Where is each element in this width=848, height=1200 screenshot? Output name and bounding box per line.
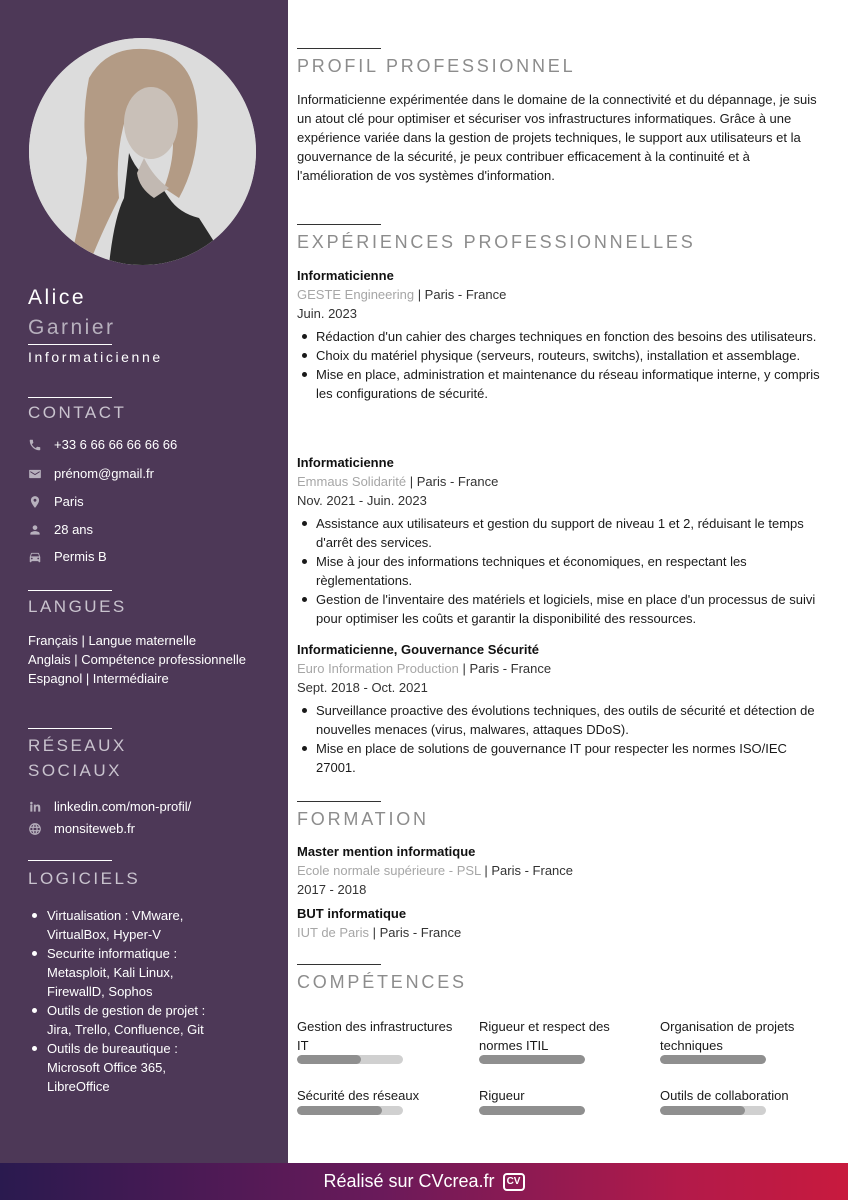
phone-text: +33 6 66 66 66 66 66 (54, 437, 178, 452)
divider (297, 224, 381, 225)
first-name: Alice (28, 286, 87, 309)
skill-bar-fill (660, 1055, 766, 1064)
contact-heading: CONTACT (28, 403, 127, 422)
skill-bar (660, 1055, 766, 1064)
contact-location (28, 494, 84, 509)
company-location: | Paris - France (406, 474, 499, 489)
bullet-item: Gestion de l'inventaire des matériels et logiciels, mise en place d'un processus de suivi pour optimiser les coûts et garantir la disponibilité des ressources. (297, 590, 822, 628)
company-name: Emmaus Solidarité (297, 474, 407, 489)
skill-bar-fill (479, 1106, 585, 1115)
experience-title: Informaticienne (297, 455, 394, 470)
globe-icon (28, 822, 42, 836)
location-icon (28, 495, 42, 509)
bullet-item: Rédaction d'un cahier des charges techniques en fonction des besoins des utilisateurs. (297, 327, 822, 346)
skill-label: Rigueur et respect des normes ITIL (479, 1019, 610, 1053)
website-link[interactable]: monsiteweb.fr (54, 821, 135, 836)
last-name: Garnier (28, 316, 116, 339)
experience-bullets (297, 327, 822, 403)
profile-heading: PROFIL PROFESSIONNEL (297, 56, 576, 76)
footer-banner[interactable] (0, 1163, 848, 1200)
skills-heading: COMPÉTENCES (297, 972, 467, 992)
education-school (297, 863, 573, 878)
divider (297, 964, 381, 965)
mail-icon (28, 467, 42, 481)
bullet-item: Mise en place, administration et maintenance du réseau informatique interne, y compris les configurations de sécurité. (297, 365, 822, 403)
person-icon (28, 523, 42, 537)
company-location: | Paris - France (414, 287, 507, 302)
skill-bar-fill (479, 1055, 585, 1064)
social-linkedin[interactable] (28, 799, 191, 814)
contact-email (28, 466, 154, 481)
skill-label: Organisation de projets techniques (660, 1019, 795, 1053)
school-name: Ecole normale supérieure - PSL (297, 863, 481, 878)
company-location: | Paris - France (458, 661, 552, 676)
skill-label: Gestion des infrastructures IT (297, 1019, 453, 1053)
experience-title: Informaticienne, Gouvernance Sécurité (297, 642, 540, 657)
education-school (297, 925, 461, 940)
language-item: Espagnol | Intermédiaire (28, 671, 169, 686)
company-name: Euro Information Production (297, 661, 459, 676)
skill-bar-fill (297, 1106, 382, 1115)
age-text: 28 ans (54, 522, 94, 537)
email-text: prénom@gmail.fr (54, 466, 154, 481)
software-list (28, 906, 228, 1096)
linkedin-link[interactable]: linkedin.com/mon-profil/ (54, 799, 192, 814)
experience-title: Informaticienne (297, 268, 394, 283)
license-text: Permis B (54, 549, 107, 564)
divider (28, 397, 112, 398)
software-item: Outils de gestion de projet : Jira, Trello, Confluence, Git (28, 1001, 228, 1039)
social-website[interactable] (28, 821, 135, 836)
school-name: IUT de Paris (297, 925, 370, 940)
school-location: | Paris - France (369, 925, 462, 940)
skill-bar (479, 1106, 585, 1115)
language-item: Français | Langue maternelle (28, 633, 197, 648)
skill-bar (479, 1055, 585, 1064)
skill-label: Sécurité des réseaux (297, 1088, 420, 1103)
experience-date: Nov. 2021 - Juin. 2023 (297, 493, 427, 508)
languages-list (28, 631, 248, 688)
education-heading: FORMATION (297, 809, 429, 829)
contact-phone (28, 437, 177, 452)
experience-date: Juin. 2023 (297, 306, 357, 321)
phone-icon (28, 438, 42, 452)
skill-bar (297, 1055, 403, 1064)
software-item: Outils de bureautique : Microsoft Office 365, LibreOffice (28, 1039, 228, 1096)
divider (28, 860, 112, 861)
experience-company (297, 474, 498, 489)
divider (28, 590, 112, 591)
divider (28, 344, 112, 345)
skill-bar-fill (297, 1055, 361, 1064)
linkedin-icon (28, 800, 42, 814)
location-text: Paris (54, 494, 84, 509)
social-heading: RÉSEAUX SOCIAUX (28, 736, 127, 780)
car-icon (28, 550, 42, 564)
school-location: | Paris - France (480, 863, 574, 878)
contact-license (28, 549, 107, 564)
experience-date: Sept. 2018 - Oct. 2021 (297, 680, 428, 695)
sidebar (0, 0, 288, 1163)
divider (297, 48, 381, 49)
cv-logo-icon: CV (503, 1173, 525, 1191)
language-item: Anglais | Compétence professionnelle (28, 652, 247, 667)
bullet-item: Surveillance proactive des évolutions techniques, des outils de sécurité et détection de nouvelles menaces (virus, malwares, attaques DDoS). (297, 701, 822, 739)
job-title: Informaticienne (28, 349, 163, 365)
software-heading: LOGICIELS (28, 869, 141, 888)
contact-age (28, 522, 93, 537)
education-title: Master mention informatique (297, 844, 476, 859)
education-date: 2017 - 2018 (297, 882, 367, 897)
profile-text: Informaticienne expérimentée dans le domaine de la connectivité et du dépannage, je suis un atout clé pour optimiser et sécuriser vos infrastructures informatiques. Grâce à une expérience variée dans la gestion de projets techniques, le support aux utilisateurs et la gouvernance de la sécurité, je peux contribuer efficacement à la continuité et à l'amélioration de vos systèmes d'information. (297, 92, 817, 183)
languages-heading: LANGUES (28, 597, 127, 616)
skill-label: Outils de collaboration (660, 1088, 789, 1103)
portrait-image (29, 38, 256, 265)
skill-label: Rigueur (479, 1088, 525, 1103)
skill-bar-fill (660, 1106, 745, 1115)
experience-heading: EXPÉRIENCES PROFESSIONNELLES (297, 232, 696, 252)
experience-company (297, 661, 551, 676)
experience-company (297, 287, 506, 302)
skill-bar (660, 1106, 766, 1115)
divider (297, 801, 381, 802)
divider (28, 728, 112, 729)
profile-photo (29, 38, 256, 265)
experience-bullets (297, 514, 822, 628)
bullet-item: Choix du matériel physique (serveurs, routeurs, switchs), installation et assemblage. (297, 346, 822, 365)
bullet-item: Mise en place de solutions de gouvernance IT pour respecter les normes ISO/IEC 27001. (297, 739, 822, 777)
bullet-item: Assistance aux utilisateurs et gestion du support de niveau 1 et 2, réduisant le temps d'arrêt des services. (297, 514, 822, 552)
bullet-item: Mise à jour des informations techniques et économiques, en respectant les règlementations. (297, 552, 822, 590)
software-item: Virtualisation : VMware, VirtualBox, Hyper-V (28, 906, 228, 944)
software-item: Securite informatique : Metasploit, Kali Linux, FirewallD, Sophos (28, 944, 228, 1001)
experience-bullets (297, 701, 822, 777)
education-title: BUT informatique (297, 906, 407, 921)
company-name: GESTE Engineering (297, 287, 415, 302)
skill-bar (297, 1106, 403, 1115)
footer-text[interactable]: Réalisé sur CVcrea.fr (323, 1171, 495, 1191)
